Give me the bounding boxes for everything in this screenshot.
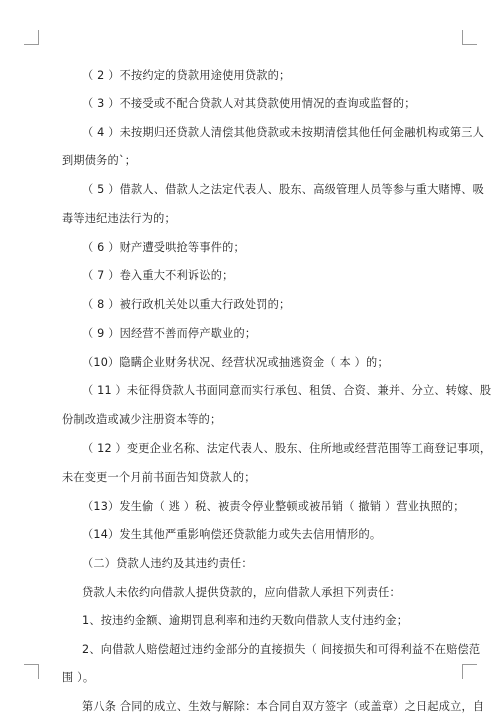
article-heading: 第八条 合同的成立、生效与解除：本合同自双方签字（或盖章）之日起成立，自	[82, 700, 485, 713]
clause-line: 毒等违纪违法行为的；	[62, 212, 176, 225]
crop-mark-top-left	[24, 30, 39, 45]
clause-line: 到期债务的`；	[62, 154, 137, 167]
clause-line: （ 4 ）未按期归还贷款人清偿其他贷款或未按期清偿其他任何金融机构或第三人	[82, 126, 485, 139]
clause-line: （ 2 ）不按约定的贷款用途使用贷款的；	[82, 69, 291, 82]
clause-line: （ 5 ）借款人、借款人之法定代表人、股东、高级管理人员等参与重大赌博、吸	[82, 183, 485, 196]
section-heading: （二）贷款人违约及其违约责任：	[82, 557, 253, 570]
clause-line: 份制改造或减少注册资本等的；	[62, 413, 222, 426]
clause-line: （13）发生偷（ 逃 ）税、被责令停业整顿或被吊销（ 撤销 ）营业执照的；	[82, 500, 465, 513]
clause-line: （ 3 ）不接受或不配合贷款人对其贷款使用情况的查询或监督的；	[82, 97, 416, 110]
clause-line: （ 9 ）因经营不善而停产歇业的；	[82, 327, 257, 340]
paragraph-line: 2、向借款人赔偿超过违约金部分的直接损失（ 间接损失和可得利益不在赔偿范	[82, 643, 481, 656]
clause-line: （ 12 ）变更企业名称、法定代表人、股东、住所地或经营范围等工商登记事项，	[82, 442, 492, 455]
paragraph-line: 1、按违约金额、逾期罚息利率和违约天数向借款人支付违约金；	[82, 614, 409, 627]
crop-mark-bottom-right	[462, 664, 477, 679]
paragraph-line: 围 ）。	[62, 671, 95, 684]
clause-line: （ 11 ）未征得贷款人书面同意而实行承包、租赁、合资、兼并、分立、转嫁、股	[82, 384, 492, 397]
clause-line: （14）发生其他严重影响偿还贷款能力或失去信用情形的。	[82, 528, 382, 541]
paragraph-line: 贷款人未依约向借款人提供贷款的，应向借款人承担下列责任：	[82, 586, 401, 599]
crop-mark-bottom-left	[24, 664, 39, 679]
crop-mark-top-right	[462, 30, 477, 45]
clause-line: （ 7 ）卷入重大不利诉讼的；	[82, 269, 234, 282]
clause-line: （10）隐瞒企业财务状况、经营状况或抽逃资金（ 本 ）的；	[82, 356, 389, 369]
clause-line: （ 6 ）财产遭受哄抢等事件的；	[82, 241, 245, 254]
clause-line: 未在变更一个月前书面告知贷款人的；	[62, 471, 256, 484]
clause-line: （ 8 ）被行政机关处以重大行政处罚的；	[82, 298, 291, 311]
